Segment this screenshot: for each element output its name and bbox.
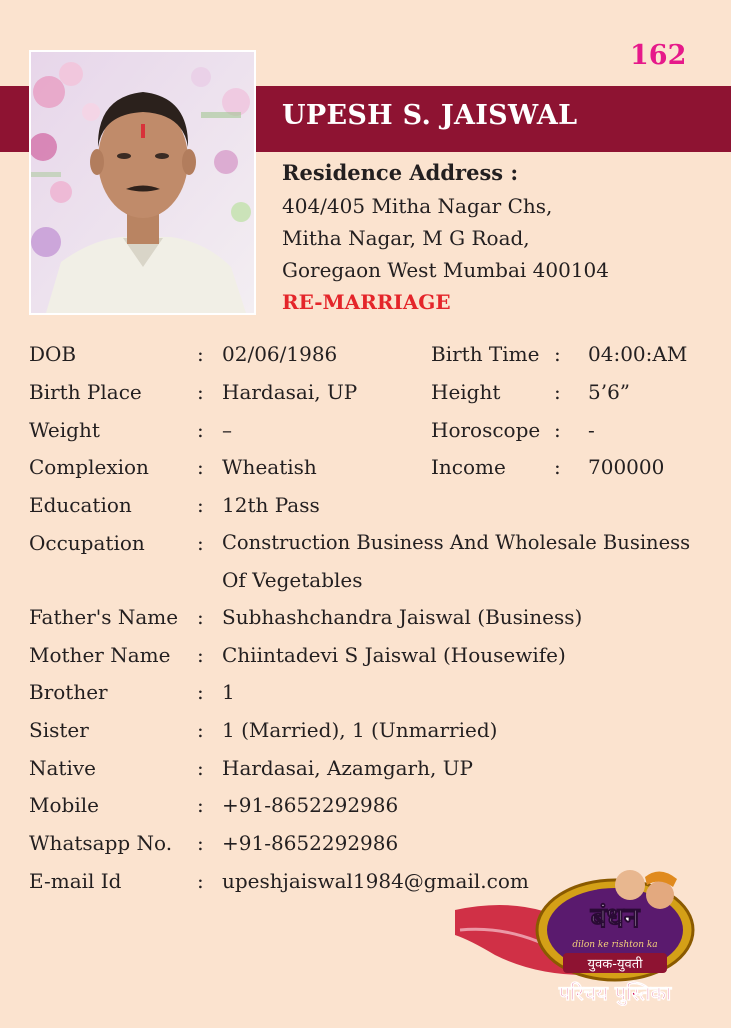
complexion-colon: :: [197, 455, 204, 479]
profile-photo: [29, 50, 256, 315]
birth-time-value: 04:00:AM: [588, 342, 688, 366]
whatsapp-colon: :: [197, 831, 204, 855]
occupation-value-continued: Of Vegetables: [222, 568, 363, 592]
candidate-name: UPESH S. JAISWAL: [282, 100, 578, 131]
mother-name-label: Mother Name: [29, 643, 171, 667]
mobile-value: +91-8652292986: [222, 793, 399, 817]
address-line-1: 404/405 Mitha Nagar Chs,: [282, 194, 553, 218]
whatsapp-label: Whatsapp No.: [29, 831, 173, 855]
address-line-2: Mitha Nagar, M G Road,: [282, 226, 530, 250]
page-number: 162: [630, 40, 687, 71]
sister-colon: :: [197, 718, 204, 742]
mother-name-value: Chiintadevi S Jaiswal (Housewife): [222, 643, 566, 667]
birth-place-colon: :: [197, 380, 204, 404]
height-value: 5’6”: [588, 380, 631, 404]
birth-time-colon: :: [554, 342, 561, 366]
sister-label: Sister: [29, 718, 89, 742]
birth-place-value: Hardasai, UP: [222, 380, 358, 404]
complexion-label: Complexion: [29, 455, 149, 479]
logo-tagline: dilon ke rishton ka: [572, 940, 658, 950]
sister-value: 1 (Married), 1 (Unmarried): [222, 718, 498, 742]
weight-label: Weight: [29, 418, 100, 442]
bandhan-logo-graphic: [455, 855, 731, 1024]
brother-colon: :: [197, 680, 204, 704]
native-label: Native: [29, 756, 96, 780]
mobile-colon: :: [197, 793, 204, 817]
weight-value: –: [222, 418, 232, 442]
whatsapp-value: +91-8652292986: [222, 831, 399, 855]
logo-bottom-text: परिचय पुस्तिका: [558, 981, 672, 1005]
birth-time-label: Birth Time: [431, 342, 540, 366]
income-label: Income: [431, 455, 506, 479]
dob-value: 02/06/1986: [222, 342, 338, 366]
horoscope-colon: :: [554, 418, 561, 442]
bandhan-logo: [455, 855, 731, 1024]
education-colon: :: [197, 493, 204, 517]
brother-value: 1: [222, 680, 235, 704]
occupation-label: Occupation: [29, 531, 145, 555]
email-label: E-mail Id: [29, 869, 122, 893]
logo-title: बंधन: [590, 901, 640, 934]
birth-place-label: Birth Place: [29, 380, 142, 404]
father-name-label: Father's Name: [29, 605, 179, 629]
marital-status: RE-MARRIAGE: [282, 290, 451, 314]
horoscope-label: Horoscope: [431, 418, 541, 442]
weight-colon: :: [197, 418, 204, 442]
income-value: 700000: [588, 455, 665, 479]
horoscope-value: -: [588, 418, 595, 442]
complexion-value: Wheatish: [222, 455, 317, 479]
education-label: Education: [29, 493, 132, 517]
height-label: Height: [431, 380, 501, 404]
email-value: upeshjaiswal1984@gmail.com: [222, 869, 529, 893]
occupation-value: Construction Business And Wholesale Business: [222, 531, 691, 554]
education-value: 12th Pass: [222, 493, 320, 517]
native-value: Hardasai, Azamgarh, UP: [222, 756, 474, 780]
father-name-value: Subhashchandra Jaiswal (Business): [222, 605, 583, 629]
father-name-colon: :: [197, 605, 204, 629]
mother-name-colon: :: [197, 643, 204, 667]
income-colon: :: [554, 455, 561, 479]
mobile-label: Mobile: [29, 793, 99, 817]
address-line-3: Goregaon West Mumbai 400104: [282, 258, 609, 282]
brother-label: Brother: [29, 680, 108, 704]
email-colon: :: [197, 869, 204, 893]
height-colon: :: [554, 380, 561, 404]
address-heading: Residence Address :: [282, 160, 519, 185]
logo-subtitle: युवक-युवती: [587, 957, 643, 972]
native-colon: :: [197, 756, 204, 780]
occupation-colon: :: [197, 531, 204, 555]
dob-colon: :: [197, 342, 204, 366]
dob-label: DOB: [29, 342, 77, 366]
profile-photo-illustration: [31, 52, 254, 313]
